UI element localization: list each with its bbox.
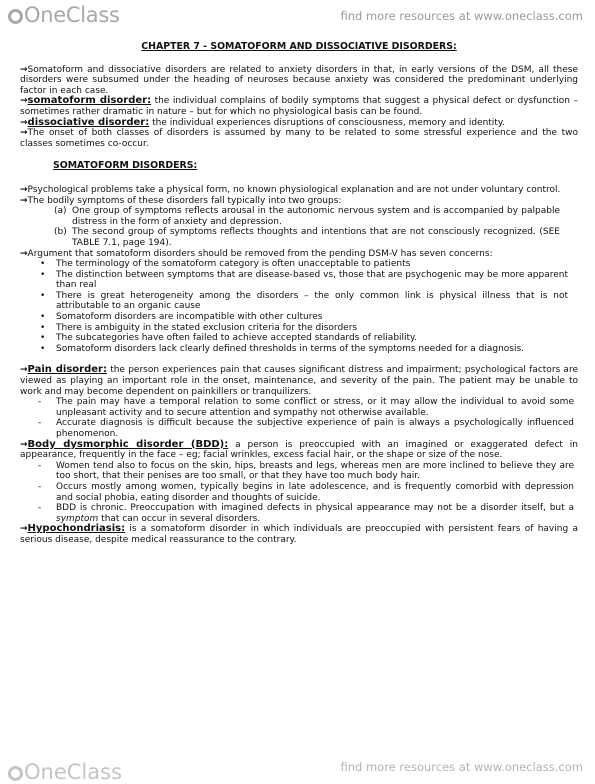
hypochondriasis-paragraph: →Hypochondriasis: is a somatoform disorder in which individuals are preoccupied with persistent fears of having a serious disease, despite medical reassurance to the contrary. <box>20 523 578 545</box>
bullet-icon: • <box>40 269 46 280</box>
group-label: (b) <box>54 227 67 238</box>
arrow-icon: → <box>20 96 28 107</box>
arrow-icon: → <box>20 128 28 139</box>
arrow-icon: → <box>20 64 28 75</box>
arrow-icon: → <box>20 524 28 535</box>
arrow-icon: → <box>20 365 28 376</box>
bullet-icon: • <box>40 322 46 333</box>
footer-logo-text: OneClass <box>24 760 123 784</box>
bullet-icon: • <box>40 259 46 270</box>
bullet-icon: • <box>40 343 46 354</box>
somatoform-definition: →somatoform disorder: the individual complains of bodily symptoms that suggest a physical defect or dysfunction – sometimes rather dramatic in nature – but for which no physiological basis can be found. <box>20 95 578 117</box>
arrow-icon: → <box>20 195 28 206</box>
list-item: - Accurate diagnosis is difficult because the subjective experience of pain is always a psychologically influenced phenomenon. <box>38 418 574 439</box>
term-bdd: Body dysmorphic disorder (BDD): <box>27 438 229 450</box>
list-item: • Somatoform disorders are incompatible with other cultures <box>40 312 323 323</box>
bullet-icon: • <box>40 290 46 301</box>
chapter-title: CHAPTER 7 - SOMATOFORM AND DISSOCIATIVE DISORDERS: <box>141 41 457 52</box>
arrow-icon: → <box>20 248 28 259</box>
logo-text: OneClass <box>24 3 120 27</box>
list-item: • Somatoform disorders lack clearly defined thresholds in terms of the symptoms needed for a diagnosis. <box>40 343 525 354</box>
dash-marker: - <box>38 460 42 471</box>
list-item: - The pain may have a temporal relation to some conflict or stress, or it may allow the individual to avoid some unpleasant activity and to secure attention and sympathy not otherwise available. <box>38 397 574 418</box>
onset-paragraph: →The onset of both classes of disorders is assumed by many to be related to some stressful experience and the two classes sometimes co-occur. <box>20 128 578 149</box>
page-header <box>0 0 595 40</box>
footer-oneclass-logo[interactable] <box>8 760 122 784</box>
page-footer <box>0 748 595 784</box>
arrow-icon: → <box>20 439 28 450</box>
logo-circle-icon <box>8 9 23 24</box>
list-item: - Women tend also to focus on the skin, hips, breasts and legs, whereas men are more inclined to believe they are too short, that their penises are too small, or that they have too much body hair. <box>38 460 574 482</box>
logo-circle-icon <box>8 766 23 781</box>
document-body <box>20 42 578 546</box>
emphasis-symptom: symptom <box>56 513 99 524</box>
bullet-icon: • <box>40 333 46 344</box>
list-item: • The subcategories have often failed to achieve accepted standards of reliability. <box>40 333 417 344</box>
dash-marker: - <box>38 503 42 514</box>
dash-marker: - <box>38 418 42 429</box>
term-pain-disorder: Pain disorder: <box>27 364 107 376</box>
arrow-icon: → <box>20 184 28 195</box>
bullet-icon: • <box>40 312 46 323</box>
arrow-icon: → <box>20 117 28 128</box>
concerns-list <box>20 259 578 354</box>
term-dissociative: dissociative disorder: <box>27 116 150 128</box>
dash-marker: - <box>38 397 42 408</box>
argument-paragraph: →Argument that somatoform disorders should be removed from the pending DSM-V has seven concerns: <box>20 248 493 259</box>
group-item-a: (a) One group of symptoms reflects arousal in the autonomic nervous system and is accompanied by palpable distress in the form of anxiety and depression. <box>54 206 560 227</box>
term-hypochondriasis: Hypochondriasis: <box>27 523 126 535</box>
oneclass-logo[interactable] <box>8 3 120 27</box>
intro-paragraph: →Somatoform and dissociative disorders are related to anxiety disorders in that, in early versions of the DSM, all these disorders were subsumed under the heading of neuroses because anxiety was considered the predominant underlying factor in each case. <box>20 64 578 96</box>
list-item: • There is ambiguity in the stated exclusion criteria for the disorders <box>40 322 358 333</box>
bdd-points-list <box>20 461 578 525</box>
psych-paragraph: →Psychological problems take a physical form, no known physiological explanation and are not under voluntary control. <box>20 184 561 195</box>
group-item-b: (b) The second group of symptoms reflects thoughts and intentions that are not consciously recognized. (SEE TABLE 7.1, page 194). <box>54 227 560 248</box>
list-item: • The terminology of the somatoform category is often unacceptable to patients <box>40 259 411 270</box>
list-item: • The distinction between symptoms that are disease-based vs, those that are psychogenic may be more apparent than real <box>40 269 568 291</box>
list-item: - Occurs mostly among women, typically begins in late adolescence, and is frequently comorbid with depression and social phobia, eating disorder and thoughts of suicide. <box>38 481 574 503</box>
header-tagline[interactable]: find more resources at www.oneclass.com <box>340 9 583 23</box>
list-item: - BDD is chronic. Preoccupation with imagined defects in physical appearance may not be a disorder itself, but a symptom that can occur in several disorders. <box>38 503 574 524</box>
bodily-paragraph: →The bodily symptoms of these disorders fall typically into two groups: <box>20 195 342 206</box>
footer-tagline[interactable]: find more resources at www.oneclass.com <box>340 760 583 774</box>
pain-points-list <box>20 397 578 439</box>
pain-disorder-paragraph: →Pain disorder: the person experiences pain that causes significant distress and impairment; psychological factors are viewed as playing an important role in the onset, maintenance, and severity of the pain. The patient may be unable to work and may become dependent on painkillers or tranquilizers. <box>20 364 578 397</box>
group-label: (a) <box>54 206 67 217</box>
term-somatoform: somatoform disorder: <box>27 95 152 107</box>
bdd-paragraph: →Body dysmorphic disorder (BDD): a person is preoccupied with an imagined or exaggerated defect in appearance, frequently in the face – eg; facial wrinkles, excess facial hair, or the shape or size of the nose. <box>20 438 578 461</box>
section-heading: SOMATOFORM DISORDERS: <box>53 160 198 172</box>
list-item: • There is great heterogeneity among the disorders – the only common link is physical illness that is not attributable to an organic cause <box>40 290 568 312</box>
dash-marker: - <box>38 481 42 492</box>
dissociative-definition: →dissociative disorder: the individual experiences disruptions of consciousness, memory and identity. <box>20 116 505 128</box>
